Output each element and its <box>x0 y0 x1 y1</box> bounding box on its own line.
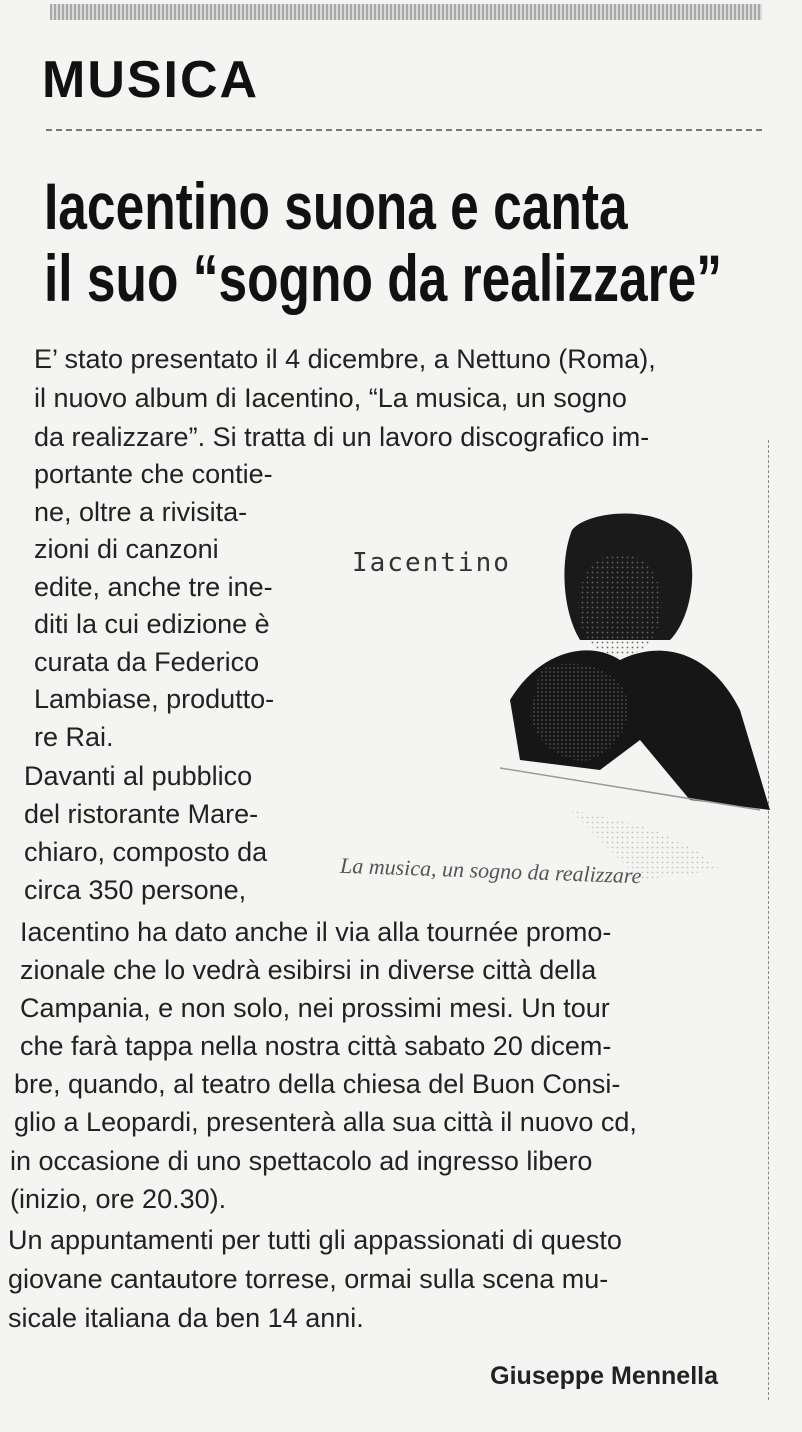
body-line: che farà tappa nella nostra città sabato 20 dicem- <box>20 1031 612 1061</box>
body-line: zionale che lo vedrà esibirsi in diverse città della <box>20 955 597 985</box>
body-line: ne, oltre a rivisita- <box>34 497 248 527</box>
body-line: Campania, e non solo, nei prossimi mesi. Un tour <box>20 993 610 1023</box>
body-line: portante che contie- <box>34 459 273 489</box>
body-line: diti la cui edizione è <box>34 609 270 639</box>
body-line: edite, anche tre ine- <box>34 572 273 602</box>
body-line: glio a Leopardi, presenterà alla sua città il nuovo cd, <box>14 1107 637 1137</box>
headline-line: Iacentino suona e canta <box>44 169 628 243</box>
body-line: (inizio, ore 20.30). <box>10 1184 227 1214</box>
headline-line: il suo “sogno da realizzare” <box>44 241 722 315</box>
body-line: Davanti al pubblico <box>24 761 253 791</box>
section-divider <box>46 129 762 131</box>
body-line: circa 350 persone, <box>24 875 247 905</box>
body-line: zioni di canzoni <box>34 534 219 564</box>
top-dotted-rule <box>50 4 762 20</box>
body-line: Un appuntamenti per tutti gli appassionati di questo <box>8 1225 622 1255</box>
body-line: giovane cantautore torrese, ormai sulla scena mu- <box>8 1264 609 1294</box>
body-line: sicale italiana da ben 14 anni. <box>8 1303 364 1333</box>
photo-artist-label: Iacentino <box>352 548 511 578</box>
body-line: re Rai. <box>34 722 114 752</box>
body-line: in occasione di uno spettacolo ad ingresso libero <box>10 1146 593 1176</box>
author-byline: Giuseppe Mennella <box>490 1362 718 1390</box>
body-line: da realizzare”. Si tratta di un lavoro discografico im- <box>34 422 650 452</box>
photo-album-title: La musica, un sogno da realizzare <box>339 852 642 889</box>
body-line: Lambiase, produtto- <box>34 684 275 714</box>
body-line: Iacentino ha dato anche il via alla tournée promo- <box>20 917 612 947</box>
section-title: MUSICA <box>42 51 260 109</box>
body-line: bre, quando, al teatro della chiesa del Buon Consi- <box>14 1069 621 1099</box>
body-line: E’ stato presentato il 4 dicembre, a Nettuno (Roma), <box>34 344 656 374</box>
body-line: curata da Federico <box>34 647 260 677</box>
body-line: chiaro, composto da <box>24 837 268 867</box>
body-line: il nuovo album di Iacentino, “La musica, un sogno <box>34 383 627 413</box>
body-line: del ristorante Mare- <box>24 799 259 829</box>
article-headline <box>44 169 722 315</box>
